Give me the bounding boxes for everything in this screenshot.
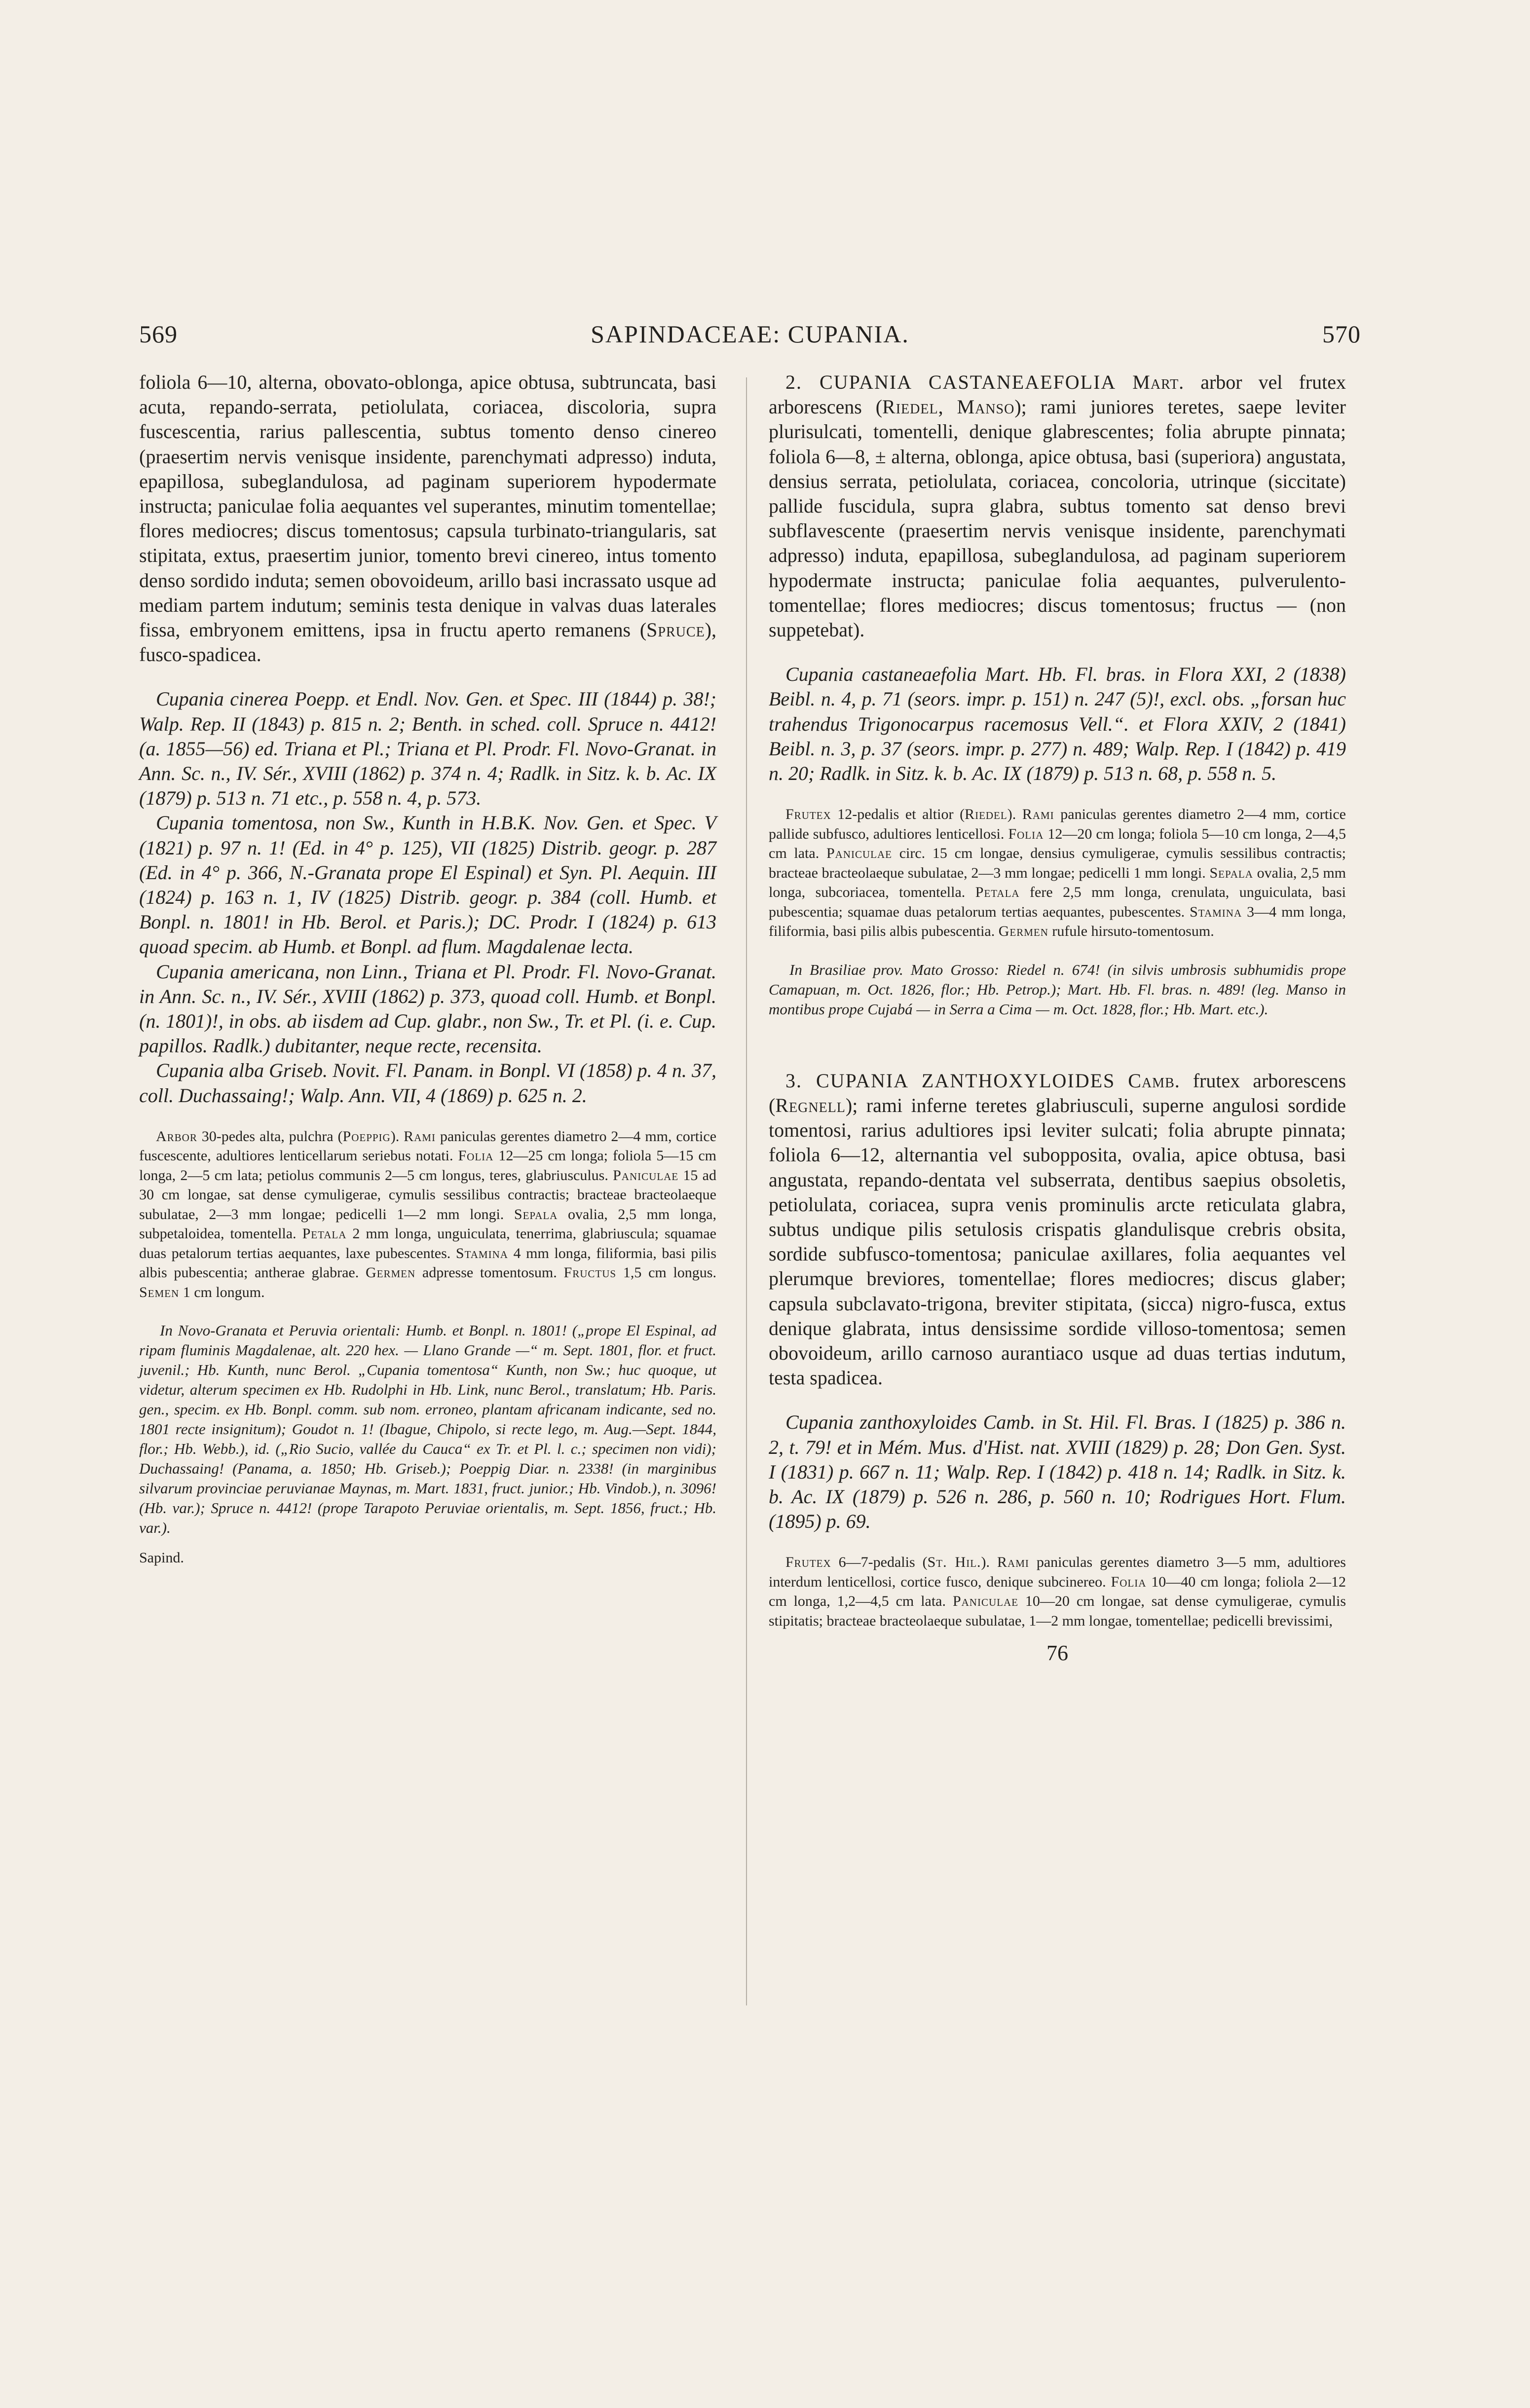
species-3-heading: 3. CUPANIA ZANTHOXYLOIDES [785,1069,1116,1092]
citation-cinerea: Cupania cinerea Poepp. et Endl. Nov. Gen. et Spec. III (1844) p. 38!; Walp. Rep. II (1843) p. 815 n. 2; Benth. in sched. coll. Spruce n. 4412! (a. 1855—56) ed. Triana et Pl.; Triana et Pl. Prodr. Fl. Novo-Granat. in Ann. Sc. n., IV. Sér., XVIII (1862) p. 374 n. 4; Radlk. in Sitz. k. b. Ac. IX (1879) p. 513 n. 71 etc., p. 558 n. 4, p. 573. [139,688,716,810]
page-number-right: 570 [1322,320,1361,348]
citation-castaneaefolia: Cupania castaneaefolia Mart. Hb. Fl. bras. in Flora XXI, 2 (1838) Beibl. n. 4, p. 71 (seors. impr. p. 151) n. 247 (5)!, excl. obs. „forsan huc trahendus Trigonocarpus racemosus Vell.“. et Flora XXIV, 2 (1841) Beibl. n. 3, p. 37 (seors. impr. p. 277) n. 489; Walp. Rep. I (1842) p. 419 n. 20; Radlk. in Sitz. k. b. Ac. IX (1879) p. 513 n. 68, p. 558 n. 5. [769,663,1346,785]
morphology-details: Arbor 30-pedes alta, pulchra (Poeppig). Rami paniculas gerentes diametro 2—4 mm, cortice fuscescente, adultiores lenticellarum seriebus notati. Folia 12—25 cm longa; foliola 5—15 cm longa, 2—5 cm lata; petiolus communis 2—5 cm longus, teres, glabriusculus. Paniculae 15 ad 30 cm longae, sat dense cymuligerae, cymulis sessilibus contractis; bracteae bracteolaeque subulatae, 2—3 mm longae; pedicelli 1—2 mm longi. Sepala ovalia, 2,5 mm longa, subpetaloidea, tomentella. Petala 2 mm longa, unguiculata, tenerrima, glabriuscula; squamae duas petalorum tertias aequantes, laxe pubescentes. Stamina 4 mm longa, filiformia, basi pilis albis pubescentia; antherae glabrae. Germen adpresse tomentosum. Fructus 1,5 cm longus. Semen 1 cm longum. [139,1128,717,1300]
citation-tomentosa: Cupania tomentosa, non Sw., Kunth in H.B.K. Nov. Gen. et Spec. V (1821) p. 97 n. 1! (Ed. in 4° p. 125), VII (1825) Distrib. geogr. p. 287 (Ed. in 4° p. 366, N.-Granata prope El Espinal) et Syn. Pl. Aequin. III (1824) p. 163 n. 1, IV (1825) Distrib. geogr. p. 384 (coll. Humb. et Bonpl. n. 1801! in Hb. Berol. et Paris.); DC. Prodr. I (1824) p. 613 quoad specim. ab Humb. et Bonpl. ad flum. Magdalenae lecta. [139,812,716,958]
species-2-description: 2. CUPANIA CASTANEAEFOLIA Mart. arbor vel frutex arborescens (Riedel, Manso); rami juniores teretes, saepe leviter plurisulcati, tomentelli, denique glabrescentes; folia abrupte pinnata; foliola 6—8, ± alterna, oblonga, apice obtusa, basi (superiora) angustata, densius serrata, petiolulata, coriacea, concoloria, utrinque (siccitate) pallide fuscidula, supra glabra, subtus tomento sat denso brevi subflavescente (praesertim nervis venisque insidente, parenchymati adpresso) induta, epapillosa, subeglandulosa, ad paginam superiorem hypodermate instructa; paniculae folia aequantes, pulverulento-tomentellae; flores mediocres; discus tomentosus; fructus — (non suppetebat). [769,371,1346,641]
species-3-morphology: Frutex 6—7-pedalis (St. Hil.). Rami paniculas gerentes diametro 3—5 mm, adultiores interdum lenticellosi, cortice fusco, denique subcinereo. Folia 10—40 cm longa; foliola 2—12 cm longa, 1,2—4,5 cm lata. Paniculae 10—20 cm longae, sat dense cymuligerae, cymulis stipitatis; bracteae bracteolaeque subulatae, 1—2 mm longae, tomentellae; pedicelli brevissimi, [769,1554,1346,1629]
locality-specimens: In Novo-Granata et Peruvia orientali: Humb. et Bonpl. n. 1801! („prope El Espinal, ad ripam fluminis Magdalenae, alt. 220 hex. — Llano Grande —“ m. Sept. 1801, flor. et fruct. juvenil.; Hb. Kunth, nunc Berol. „Cupania tomentosa“ Kunth, non Sw.; huc quoque, ut videtur, alterum specimen ex Hb. Rudolphi in Hb. Link, nunc Berol., translatum; Hb. Paris. gen., specim. ex Hb. Bonpl. comm. sub nom. erroneo, plantam africanam indicante, sed no. 1801 recte insignitum); Goudot n. 1! (Ibague, Chipolo, si recte lego, m. Aug.—Sept. 1844, flor.; Hb. Webb.), id. („Rio Sucio, vallée du Cauca“ ex Tr. et Pl. l. c.; specimen non vidi); Duchassaing! (Panama, a. 1850; Hb. Griseb.); Poeppig Diar. n. 2338! (in marginibus silvarum provinciae peruvianae Maynas, m. Mart. 1831, fruct. junior.; Hb. Vindob.), n. 3096! (Hb. var.); Spruce n. 4412! (prope Tarapoto Peruviae orientalis, m. Sept. 1856, fruct.; Hb. var.). [139,1322,716,1537]
left-column [139,370,716,1566]
page-number-left: 569 [139,320,178,348]
column-divider [746,377,747,2005]
species-description: foliola 6—10, alterna, obovato-oblonga, apice obtusa, subtruncata, basi acuta, repando-serrata, petiolulata, coriacea, discoloria, supra fuscescentia, rarius pallescentia, subtus tomento denso cinereo (praesertim nervis venisque insidente, parenchymati adpresso) induta, epapillosa, subeglandulosa, ad paginam superiorem hypodermate instructa; paniculae folia aequantes vel superantes, minutim tomentellae; flores mediocres; discus tomentosus; capsula turbinato-triangularis, sat stipitata, extus, praesertim junior, tomento brevi cinereo, intus tomento denso sordido induta; semen obovoideum, arillo basi incrassato usque ad mediam partem indutum; seminis testa denique in valvas duas laterales fissa, embryonem emittens, ipsa in fructu aperto remanens (Spruce), fusco-spadicea. [139,371,716,666]
page-header [139,320,1361,354]
signature-mark: Sapind. [139,1550,184,1566]
species-3-description: 3. CUPANIA ZANTHOXYLOIDES Camb. frutex arborescens (Regnell); rami inferne teretes glabriusculi, superne angulosi sordide tomentosi, rarius adultiores ipsi leviter sulcati; folia abrupte pinnata; foliola 6—12, alternantia vel subopposita, ovalia, apice obtusa, basi angustata, repando-dentata vel subserrata, dentibus saepius obsoletis, petiolulata, coriacea, supra venis prominulis arcte reticulata glabra, subtus undique pilis setulosis crispatis glandulisque crebris obsita, sordide subfusco-tomentosa; paniculae axillares, folia aequantes vel plerumque breviores, tomentellae; flores mediocres; discus glaber; capsula subclavato-trigona, breviter stipitata, (sicca) nigro-fusca, extus denique glabrata, intus densissime sordide villoso-tomentosa; semen obovoideum, arillo carnoso aurantiaco usque ad duas tertias indutum, testa spadicea. [769,1069,1346,1389]
citation-alba: Cupania alba Griseb. Novit. Fl. Panam. in Bonpl. VI (1858) p. 4 n. 37, coll. Duchassaing!; Walp. Ann. VII, 4 (1869) p. 625 n. 2. [139,1059,716,1107]
species-2-morphology: Frutex 12-pedalis et altior (Riedel). Rami paniculas gerentes diametro 2—4 mm, cortice pallide subfusco, adultiores lenticellosi. Folia 12—20 cm longa; foliola 5—10 cm longa, 2—4,5 cm lata. Paniculae circ. 15 cm longae, densius cymuligerae, cymulis sessilibus contractis; bracteae bracteolaeque subulatae, 2—3 mm longae; pedicelli 1 mm longi. Sepala ovalia, 2,5 mm longa, subcoriacea, tomentella. Petala fere 2,5 mm longa, crenulata, unguiculata, basi pubescentia; squamae duas petalorum tertias aequantes, pubescentes. Stamina 3—4 mm longa, filiformia, basi pilis albis pubescentia. Germen rufule hirsuto-tomentosum. [769,806,1346,940]
page-signature-number: 76 [1046,1641,1068,1666]
citation-zanthoxyloides: Cupania zanthoxyloides Camb. in St. Hil. Fl. Bras. I (1825) p. 386 n. 2, t. 79! et in Mém. Mus. d'Hist. nat. XVIII (1829) p. 28; Don Gen. Syst. I (1831) p. 667 n. 11; Walp. Rep. I (1842) p. 418 n. 14; Radlk. in Sitz. k. b. Ac. IX (1879) p. 526 n. 286, p. 560 n. 10; Rodrigues Hort. Flum. (1895) p. 69. [769,1411,1346,1533]
running-title: SAPINDACEAE: CUPANIA. [591,320,909,348]
species-2-heading: 2. CUPANIA CASTANEAEFOLIA [785,371,1117,393]
species-2-locality: In Brasiliae prov. Mato Grosso: Riedel n. 674! (in silvis umbrosis subhumidis prope Camapuan, m. Oct. 1826, flor.; Hb. Petrop.); Mart. Hb. Fl. bras. n. 489! (leg. Manso in montibus prope Cujabá — in Serra a Cima — m. Oct. 1828, flor.; Hb. Mart. etc.). [769,961,1346,1018]
right-column [769,370,1346,1666]
citation-americana: Cupania americana, non Linn., Triana et Pl. Prodr. Fl. Novo-Granat. in Ann. Sc. n., IV. Sér., XVIII (1862) p. 373, quoad coll. Humb. et Bonpl. (n. 1801)!, in obs. ab iisdem ad Cup. glabr., non Sw., Tr. et Pl. (i. e. Cup. papillos. Radlk.) dubitanter, neque recte, recensita. [139,960,716,1057]
